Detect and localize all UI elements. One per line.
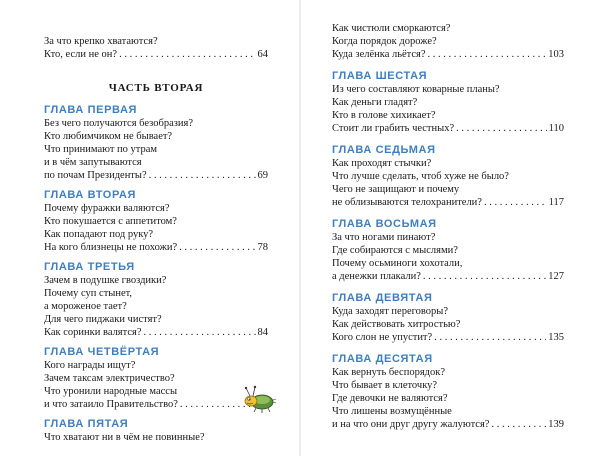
toc-question: и на что они друг другу жалуются? [332,419,490,430]
page-number: 103 [548,49,564,60]
toc-question: Кто покушается с аппетитом? [44,216,177,227]
toc-question: Из чего составляют коварные планы? [332,84,500,95]
dot-leader [149,169,256,182]
toc-entry-last-line[interactable] [332,418,564,431]
dot-leader [456,122,547,135]
toc-question: Что бывает в клеточку? [332,380,438,391]
bug-illustration [238,384,278,414]
toc-question: Почему осьминоги хохотали, [332,258,463,269]
toc-entry-last-line[interactable] [332,270,564,283]
toc-question: Как чистюли сморкаются? [332,23,451,34]
chapter-heading-4[interactable]: ГЛАВА ЧЕТВЁРТАЯ [44,346,160,358]
toc-question: Как действовать хитростью? [332,319,461,330]
toc-question: не облизываются телохранители? [332,197,482,208]
left-toc-column [44,0,268,444]
toc-question: а мороженое тает? [44,301,127,312]
toc-entry-last-line[interactable] [332,122,564,135]
toc-entry-last-line[interactable] [44,48,268,61]
dot-leader [491,418,546,431]
chapter-heading-7[interactable]: ГЛАВА СЕДЬМАЯ [332,144,436,156]
toc-question: Кто в голове хихикает? [332,110,436,121]
toc-question: и что затаило Правительство? [44,399,178,410]
page-number: 139 [548,419,564,430]
page-number: 78 [257,242,268,253]
toc-entry-last-line[interactable] [332,331,564,344]
toc-question: Как попадают под руку? [44,229,154,240]
toc-question: а денежки плакали? [332,271,421,282]
toc-question: За что ногами пинают? [332,232,436,243]
chapter-heading-8[interactable]: ГЛАВА ВОСЬМАЯ [332,218,437,230]
toc-question: На кого близнецы не похожи? [44,242,178,253]
page-number: 117 [548,197,564,208]
dot-leader [423,270,546,283]
toc-question: Кто любимчиком не бывает? [44,131,173,142]
dot-leader [434,331,546,344]
chapter-heading-5[interactable]: ГЛАВА ПЯТАЯ [44,418,129,430]
toc-question: Где собираются с мыслями? [332,245,458,256]
toc-question: Почему фуражки валяются? [44,203,170,214]
toc-question: Что хватают ни в чём не повинные? [44,432,205,443]
right-page [300,0,600,456]
toc-entry-last-line[interactable] [332,196,564,209]
toc-question: Что уронили народные массы [44,386,178,397]
toc-question: Куда заходят переговоры? [332,306,449,317]
toc-question: Что лучше сделать, чтоб хуже не было? [332,171,509,182]
dot-leader [119,48,255,61]
chapter-heading-3[interactable]: ГЛАВА ТРЕТЬЯ [44,261,135,273]
toc-question: Что лишены возмущённые [332,406,452,417]
toc-entry-last-line[interactable] [332,48,564,61]
toc-question: Почему суп стынет, [44,288,133,299]
toc-question: Для чего пиджаки чистят? [44,314,162,325]
toc-question: Как проходят стычки? [332,158,432,169]
toc-question: Как деньги гладят? [332,97,418,108]
dot-leader [144,326,256,339]
toc-entry-last-line[interactable] [44,169,268,182]
toc-question: Что принимают по утрам [44,144,158,155]
page-number: 110 [548,123,564,134]
toc-question: Как соринки валятся? [44,327,142,338]
page-number: 84 [257,327,268,338]
part-heading: ЧАСТЬ ВТОРАЯ [108,82,204,94]
chapter-heading-1[interactable]: ГЛАВА ПЕРВАЯ [44,104,138,116]
toc-entry-last-line[interactable] [44,326,268,339]
toc-question: Куда зелёнка льётся? [332,49,426,60]
page-number: 69 [257,170,268,181]
toc-entry-last-line[interactable] [44,241,268,254]
toc-question: Зачем таксам электричество? [44,373,175,384]
toc-question: Зачем в подушке гвоздики? [44,275,167,286]
toc-question: За что крепко хватаются? [44,36,158,47]
chapter-heading-9[interactable]: ГЛАВА ДЕВЯТАЯ [332,292,433,304]
toc-question: Кто, если не он? [44,49,118,60]
dot-leader [428,48,547,61]
toc-question: Без чего получаются безобразия? [44,118,193,129]
page-number: 64 [257,49,268,60]
dot-leader [484,196,547,209]
toc-question: Чего не защищают и почему [332,184,460,195]
page-number: 127 [548,271,564,282]
toc-question: по почам Президенты? [44,170,147,181]
right-toc-column [332,0,564,431]
toc-question: Кого слон не упустит? [332,332,433,343]
toc-question: Стоит ли грабить честных? [332,123,455,134]
dot-leader [179,241,255,254]
page-number: 135 [548,332,564,343]
chapter-heading-2[interactable]: ГЛАВА ВТОРАЯ [44,189,136,201]
toc-question: Кого награды ищут? [44,360,136,371]
toc-question: Где девочки не валяются? [332,393,448,404]
chapter-heading-6[interactable]: ГЛАВА ШЕСТАЯ [332,70,428,82]
toc-question: и в чём запутываются [44,157,142,168]
toc-question: Как вернуть беспорядок? [332,367,446,378]
toc-entry-last-line[interactable] [44,398,268,411]
toc-question: Когда порядок дороже? [332,36,437,47]
chapter-heading-10[interactable]: ГЛАВА ДЕСЯТАЯ [332,353,433,365]
